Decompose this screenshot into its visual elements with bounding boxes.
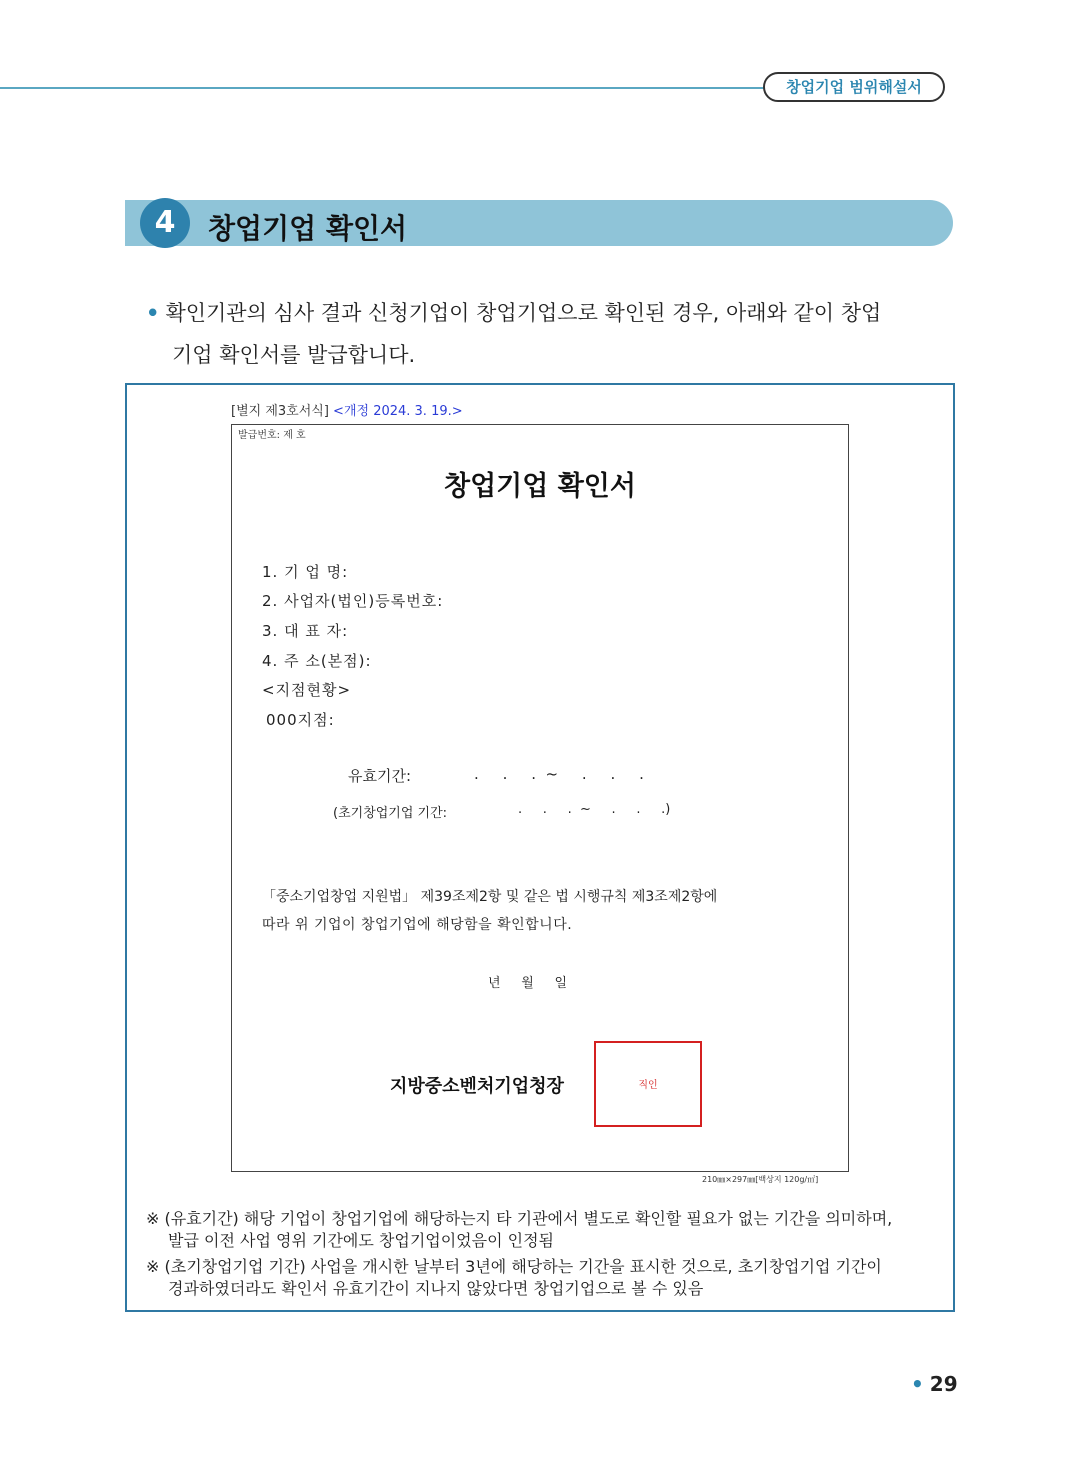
intro-text-1: 확인기관의 심사 결과 신청기업이 창업기업으로 확인된 경우, 아래와 같이 창업: [165, 301, 882, 325]
section-number: 4: [140, 198, 190, 248]
section-title: 창업기업 확인서: [208, 212, 408, 245]
certificate-title: 창업기업 확인서: [444, 471, 636, 502]
note-validity-line-2: 발급 이전 사업 영위 기간에도 창업기업이었음이 인정됨: [168, 1231, 555, 1250]
field-registration-no: 2. 사업자(법인)등록번호:: [262, 592, 444, 610]
field-representative: 3. 대 표 자:: [262, 622, 349, 640]
note-validity-line-1: ※ (유효기간) 해당 기업이 창업기업에 해당하는지 타 기관에서 별도로 확인할 필요가 없는 기간을 의미하며,: [146, 1209, 893, 1228]
legal-basis-line-2: 따라 위 기업이 창업기업에 해당함을 확인합니다.: [262, 917, 573, 933]
issue-number: 발급번호: 제 호: [238, 430, 306, 441]
note-early-period: [146, 1256, 946, 1300]
field-address: 4. 주 소(본점):: [262, 652, 372, 670]
page-number-value: 29: [929, 1372, 958, 1396]
page-number: [911, 1372, 958, 1396]
intro-text-2: 기업 확인서를 발급합니다.: [172, 343, 416, 367]
early-period-range: . . . ~ . . .): [518, 802, 671, 817]
intro-paragraph: [146, 292, 954, 376]
branch-status-label: <지점현황>: [262, 681, 352, 699]
validity-range: . . . ~ . . .: [474, 765, 644, 783]
form-label: [231, 400, 463, 419]
validity-label: 유효기간:: [348, 767, 412, 785]
certificate-document: [231, 424, 849, 1172]
form-revision: <개정 2024. 3. 19.>: [333, 404, 463, 419]
seal-label: 직인: [638, 1080, 658, 1091]
legal-basis-line-1: 「중소기업창업 지원법」 제39조제2항 및 같은 법 시행규칙 제3조제2항에: [262, 889, 718, 905]
running-title: 창업기업 범위해설서: [763, 72, 945, 102]
form-number: [별지 제3호서식]: [231, 404, 329, 419]
note-validity: [146, 1208, 946, 1252]
paper-spec: 210㎜×297㎜[백상지 120g/㎡]: [702, 1175, 819, 1184]
header-rule: [0, 87, 770, 89]
page-bullet-icon: •: [911, 1372, 924, 1396]
branch-field: 000지점:: [266, 711, 335, 729]
intro-line-1: [146, 292, 954, 334]
note-early-line-1: ※ (초기창업기업 기간) 사업을 개시한 날부터 3년에 해당하는 기간을 표시한 것으로, 초기창업기업 기간이: [146, 1257, 882, 1276]
issue-date: 년 월 일: [488, 976, 567, 991]
early-period-label: (초기창업기업 기간:: [333, 806, 448, 821]
issuer-name: 지방중소벤처기업청장: [390, 1076, 564, 1097]
note-early-line-2: 경과하였더라도 확인서 유효기간이 지나지 않았다면 창업기업으로 볼 수 있음: [168, 1279, 704, 1298]
field-company-name: 1. 기 업 명:: [262, 563, 349, 581]
bullet-icon: •: [146, 301, 160, 325]
